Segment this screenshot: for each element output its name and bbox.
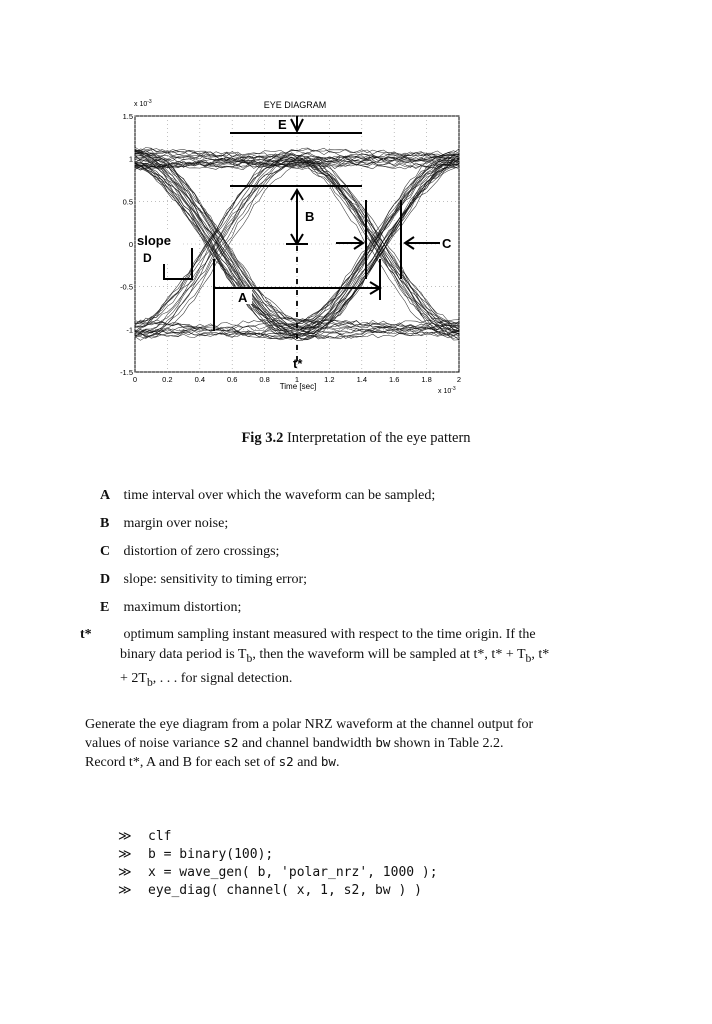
y-tick-label: 0.5 xyxy=(122,197,133,207)
eye-diagram-figure xyxy=(110,96,470,396)
label-d: D xyxy=(143,251,152,265)
instruction-paragraph xyxy=(85,716,540,772)
definition-text: distortion of zero crossings; xyxy=(123,544,280,559)
definition-key: C xyxy=(100,544,111,559)
instr-part-3: shown in Table 2.2. Record t*, A and B for each set of xyxy=(85,736,504,770)
definition-key: t* xyxy=(80,627,92,642)
definition-key: B xyxy=(100,516,110,531)
definition-b xyxy=(100,514,550,534)
code-line xyxy=(118,864,438,882)
x-exponent-power: -3 xyxy=(451,386,456,392)
definition-d xyxy=(100,570,550,590)
figure-caption xyxy=(0,430,712,447)
definition-e xyxy=(100,598,550,618)
label-slope: slope xyxy=(137,233,171,248)
x-tick-label: 1 xyxy=(294,375,300,384)
definition-key: E xyxy=(100,600,110,615)
instr-s2-2: s2 xyxy=(278,754,294,769)
definition-a xyxy=(100,486,550,506)
tstar-text-1: optimum sampling instant measured with respect to the time origin. If the binary data period is T xyxy=(120,627,536,662)
x-tick-label: 0 xyxy=(132,375,138,384)
caption-number: Fig 3.2 xyxy=(241,430,284,446)
instr-bw-2: bw xyxy=(320,754,336,769)
y-exponent-base: x 10 xyxy=(134,101,148,108)
y-tick-label: 1 xyxy=(128,154,133,164)
instr-part-1: Generate the eye diagram from a polar NRZ waveform at the channel output for values of noise variance xyxy=(85,717,534,751)
code-text: eye_diag( channel( x, 1, s2, bw ) ) xyxy=(148,883,422,898)
label-c: C xyxy=(442,236,452,251)
label-e: E xyxy=(278,117,287,132)
x-tick-label: 1.8 xyxy=(421,375,432,384)
x-tick-label: 0.4 xyxy=(194,375,206,384)
x-exponent xyxy=(438,386,456,395)
label-b: B xyxy=(305,209,315,224)
instr-bw: bw xyxy=(375,735,391,750)
prompt-symbol: ≫ xyxy=(118,829,132,844)
y-tick-label: 1.5 xyxy=(122,112,133,121)
definition-tstar xyxy=(80,625,552,693)
code-text: b = binary(100); xyxy=(148,847,274,862)
instr-part-2: and channel bandwidth xyxy=(238,736,376,751)
tstar-sub-2: b xyxy=(525,651,532,665)
prompt-symbol: ≫ xyxy=(118,865,132,880)
tstar-sub-3: b xyxy=(146,675,153,689)
label-a: A xyxy=(238,290,248,305)
label-tstar-text: t* xyxy=(293,356,303,371)
y-exponent xyxy=(134,99,152,108)
x-tick-label: 2 xyxy=(456,375,462,384)
y-exponent-power: -3 xyxy=(147,99,152,105)
x-tick-label: 1.6 xyxy=(388,375,400,384)
x-tick-label: 0.2 xyxy=(162,375,173,384)
code-text: x = wave_gen( b, 'polar_nrz', 1000 ); xyxy=(148,865,438,880)
y-tick-label: -1 xyxy=(126,325,133,335)
definition-text: maximum distortion; xyxy=(123,600,242,615)
y-tick-label: -1.5 xyxy=(120,368,133,377)
y-tick-label: -0.5 xyxy=(120,282,133,292)
x-tick-label: 0.6 xyxy=(226,375,238,384)
definition-text: time interval over which the waveform can be sampled; xyxy=(123,488,436,503)
x-tick-label: 1.4 xyxy=(356,375,368,384)
x-axis-label: Time [sec] xyxy=(279,382,317,391)
instr-part-5: . xyxy=(335,755,340,770)
definition-key: A xyxy=(100,488,111,503)
tstar-text-4: , . . . for signal detection. xyxy=(152,670,293,686)
tstar-sub-1: b xyxy=(246,651,253,665)
instr-s2: s2 xyxy=(223,735,239,750)
y-tick-label: 0 xyxy=(128,240,133,249)
code-text: clf xyxy=(148,829,172,844)
tstar-text-3: , t* + 2T xyxy=(120,647,550,686)
definition-text: margin over noise; xyxy=(123,516,229,531)
x-exponent-base: x 10 xyxy=(438,388,452,395)
code-line xyxy=(118,846,273,864)
code-line xyxy=(118,828,171,846)
prompt-symbol: ≫ xyxy=(118,883,132,898)
plot-title: EYE DIAGRAM xyxy=(263,100,327,110)
definition-c xyxy=(100,542,550,562)
caption-text: Interpretation of the eye pattern xyxy=(286,430,471,446)
label-tstar xyxy=(293,356,303,371)
definition-text: slope: sensitivity to timing error; xyxy=(123,572,308,587)
tstar-text-2: , then the waveform will be sampled at t*, t* + T xyxy=(252,647,526,662)
code-line xyxy=(118,882,422,900)
x-tick-label: 1.2 xyxy=(324,375,335,384)
x-tick-label: 0.8 xyxy=(259,375,270,384)
prompt-symbol: ≫ xyxy=(118,847,132,862)
instr-part-4: and xyxy=(293,755,321,770)
definition-key: D xyxy=(100,572,111,587)
